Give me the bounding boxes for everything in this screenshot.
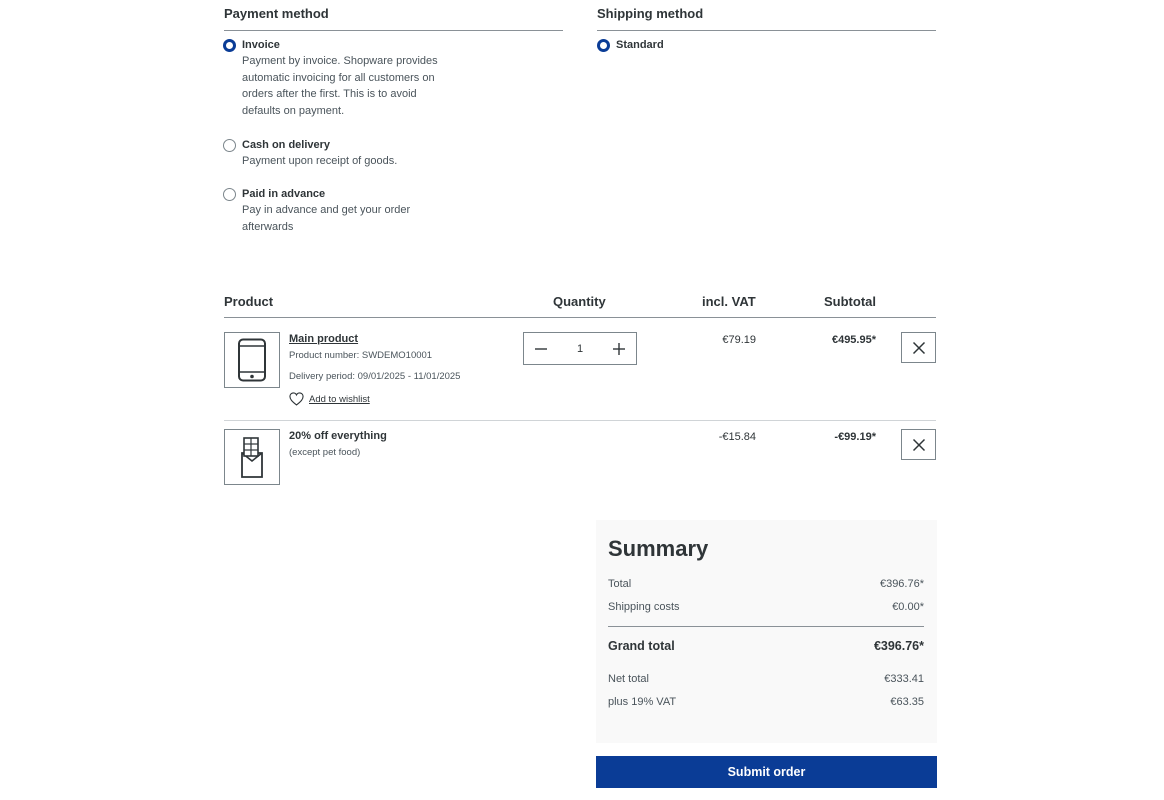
discount-note: (except pet food) [289,447,361,458]
cash-on-delivery-radio[interactable] [223,139,236,152]
quantity-header: Quantity [553,294,606,309]
add-to-wishlist-button[interactable] [289,392,370,406]
discount-vat: -€15.84 [718,431,756,443]
summary-divider [608,626,924,627]
invoice-label: Invoice [242,39,280,51]
cash-on-delivery-label: Cash on delivery [242,139,331,151]
paid-in-advance-radio[interactable] [223,188,236,201]
shipping-divider [597,30,936,31]
remove-item-button[interactable] [901,332,936,363]
standard-label: Standard [616,39,664,51]
delivery-period: Delivery period: 09/01/2025 - 11/01/2025 [289,371,461,382]
payment-option-cash-on-delivery[interactable] [223,137,457,170]
product-number: Product number: SWDEMO10001 [289,350,433,361]
increase-quantity-button[interactable] [610,340,628,358]
summary-net-row [608,673,924,685]
summary-total-row [608,578,924,590]
minus-icon [534,342,548,356]
smartphone-icon [237,338,267,382]
quantity-value[interactable]: 1 [576,342,584,355]
product-name-link[interactable]: Main product [289,333,359,345]
shipping-method-title: Shipping method [597,6,704,21]
paid-in-advance-label: Paid in advance [242,188,326,200]
heart-icon [289,392,304,406]
payment-method-title: Payment method [224,6,329,21]
discount-thumbnail [224,429,280,485]
total-value: €396.76* [879,578,924,590]
subtotal-header: Subtotal [824,294,876,309]
summary-vat-row [608,696,924,708]
vat-value: €63.35 [890,696,924,708]
plus-icon [612,342,626,356]
invoice-radio[interactable] [223,39,236,52]
shipping-option-standard[interactable] [597,37,831,53]
discount-voucher-icon [238,435,266,479]
payment-option-paid-in-advance[interactable] [223,186,442,235]
summary-grand-total-row [608,639,924,653]
vat-label: plus 19% VAT [608,696,677,708]
net-total-label: Net total [608,673,649,685]
standard-radio[interactable] [597,39,610,52]
invoice-description: Payment by invoice. Shopware provides automatic invoicing for all customers on orders after the first. This is to avoid defaults on payment. [242,55,438,117]
submit-order-button[interactable]: Submit order [596,756,937,788]
payment-option-invoice[interactable] [223,37,457,119]
summary-shipping-row [608,601,924,613]
row-divider [224,420,936,421]
item-vat: €79.19 [722,334,756,346]
cash-on-delivery-description: Payment upon receipt of goods. [242,155,398,167]
summary-title: Summary [608,536,709,561]
remove-discount-button[interactable] [901,429,936,460]
shipping-costs-value: €0.00* [892,601,924,613]
product-thumbnail[interactable] [224,332,280,388]
close-icon [912,341,926,355]
grand-total-label: Grand total [608,639,675,653]
add-to-wishlist-label: Add to wishlist [309,393,370,405]
item-subtotal: €495.95* [831,334,876,346]
vat-header: incl. VAT [702,294,756,309]
discount-name: 20% off everything [289,430,387,442]
payment-divider [224,30,563,31]
net-total-value: €333.41 [884,673,924,685]
order-summary [596,520,937,743]
close-icon [912,438,926,452]
quantity-stepper[interactable] [523,332,637,365]
grand-total-value: €396.76* [873,639,924,653]
discount-subtotal: -€99.19* [834,431,876,443]
decrease-quantity-button[interactable] [532,340,550,358]
paid-in-advance-description: Pay in advance and get your order afterwards [242,204,411,233]
total-label: Total [608,578,632,590]
product-header: Product [224,294,274,309]
shipping-costs-label: Shipping costs [608,601,680,613]
table-header-divider [224,317,936,318]
